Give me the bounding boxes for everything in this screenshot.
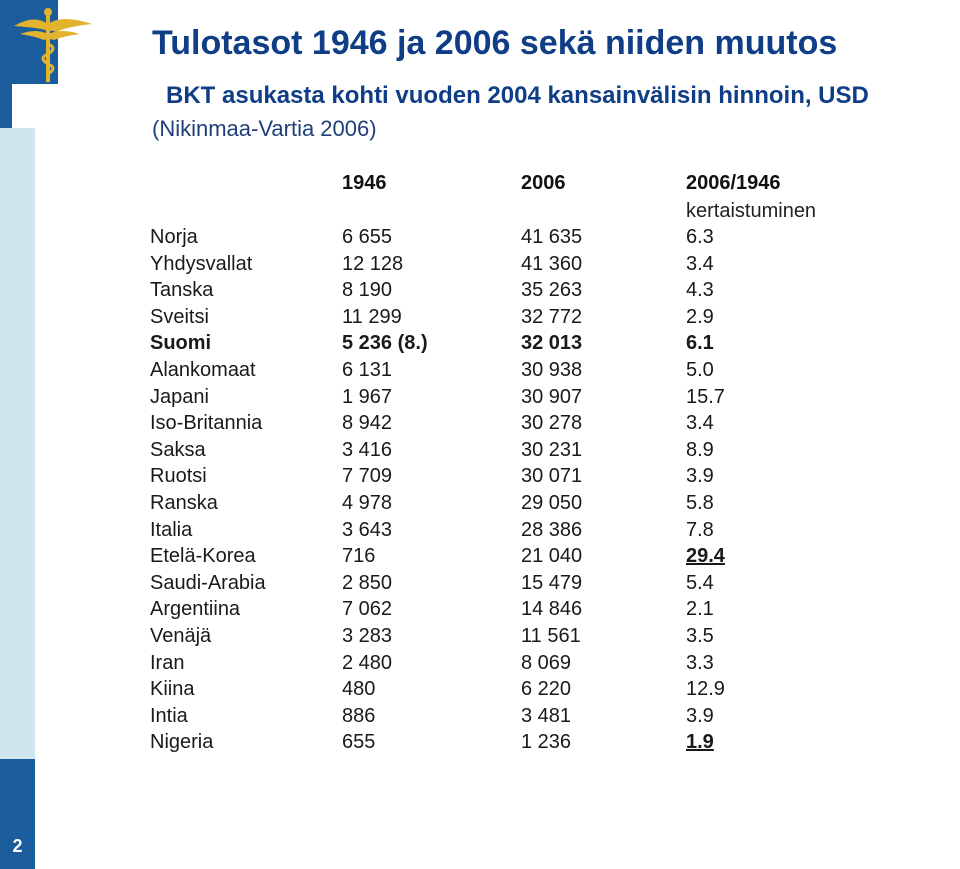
- table-row: [150, 703, 850, 730]
- cell-ratio: 3.9: [686, 704, 714, 727]
- cell-2006: 30 071: [521, 465, 583, 488]
- sidebar-bar: [0, 128, 35, 759]
- slide-subtitle: BKT asukasta kohti vuoden 2004 kansainvälisin hinnoin, USD: [166, 82, 869, 109]
- header-ratio-sub: kertaistuminen: [686, 200, 817, 222]
- cell-country: Italia: [150, 518, 193, 541]
- cell-1946: 12 128: [342, 252, 404, 275]
- cell-1946: 2 850: [342, 571, 393, 594]
- table-row: [150, 357, 850, 384]
- cell-2006: 14 846: [521, 598, 583, 621]
- cell-1946: 6 131: [342, 358, 393, 381]
- table-row-highlight: [150, 330, 850, 357]
- cell-ratio: 7.8: [686, 518, 714, 541]
- table-row: [150, 676, 850, 703]
- cell-2006: 3 481: [521, 704, 572, 727]
- cell-2006: 30 231: [521, 438, 583, 461]
- cell-1946: 886: [342, 704, 376, 727]
- cell-1946: 1 967: [342, 385, 393, 408]
- cell-country: Nigeria: [150, 731, 214, 754]
- cell-ratio: 5.8: [686, 491, 714, 514]
- cell-country: Japani: [150, 385, 209, 408]
- cell-ratio: 2.1: [686, 598, 714, 621]
- cell-ratio: 3.9: [686, 465, 714, 488]
- table-row: [150, 224, 850, 251]
- table-row: [150, 596, 850, 623]
- cell-2006: 1 236: [521, 731, 572, 754]
- cell-ratio: 8.9: [686, 438, 714, 461]
- cell-country: Ruotsi: [150, 465, 207, 488]
- cell-2006: 32 013: [521, 332, 583, 355]
- cell-1946: 4 978: [342, 491, 393, 514]
- cell-ratio: 3.4: [686, 252, 714, 275]
- cell-ratio: 5.4: [686, 571, 714, 594]
- caduceus-logo-icon: [0, 0, 100, 84]
- cell-1946: 6 655: [342, 226, 393, 248]
- table-row: [150, 410, 850, 437]
- cell-1946: 716: [342, 545, 376, 568]
- table-row: [150, 251, 850, 278]
- table-row: [150, 437, 850, 464]
- page-number: 2: [12, 836, 23, 856]
- cell-1946: 480: [342, 678, 376, 701]
- table-row: [150, 384, 850, 411]
- cell-2006: 6 220: [521, 678, 572, 701]
- cell-1946: 8 942: [342, 412, 393, 435]
- cell-country: Alankomaat: [150, 358, 256, 381]
- cell-1946: 7 709: [342, 465, 393, 488]
- cell-2006: 41 360: [521, 252, 583, 275]
- cell-ratio: 3.3: [686, 651, 714, 674]
- header-1946: 1946: [342, 172, 387, 194]
- cell-1946: 7 062: [342, 598, 393, 621]
- table-row: [150, 570, 850, 597]
- cell-ratio: 12.9: [686, 678, 725, 701]
- table-row: [150, 543, 850, 570]
- table-row: [150, 463, 850, 490]
- cell-2006: 30 938: [521, 358, 583, 381]
- cell-country: Yhdysvallat: [150, 252, 253, 275]
- cell-1946: 3 643: [342, 518, 393, 541]
- table-row: [150, 517, 850, 544]
- slide-title: Tulotasot 1946 ja 2006 sekä niiden muutos: [152, 24, 838, 62]
- cell-2006: 30 278: [521, 412, 583, 435]
- cell-ratio: 6.1: [686, 332, 714, 355]
- cell-ratio: 3.4: [686, 412, 714, 435]
- table-row: [150, 490, 850, 517]
- cell-ratio-max: 29.4: [686, 545, 725, 568]
- cell-ratio: 5.0: [686, 358, 714, 381]
- table-row: [150, 623, 850, 650]
- cell-country: Tanska: [150, 279, 214, 302]
- cell-1946: 8 190: [342, 279, 393, 302]
- table-row: [150, 304, 850, 331]
- cell-ratio: 4.3: [686, 279, 714, 302]
- cell-1946: 3 283: [342, 624, 393, 647]
- cell-country: Argentiina: [150, 598, 241, 621]
- cell-country: Iran: [150, 651, 185, 674]
- cell-country: Norja: [150, 226, 198, 248]
- cell-2006: 8 069: [521, 651, 572, 674]
- header-ratio: 2006/1946: [686, 172, 781, 194]
- table-row: [150, 650, 850, 677]
- cell-ratio: 3.5: [686, 624, 714, 647]
- cell-country: Sveitsi: [150, 305, 209, 328]
- cell-1946: 11 299: [342, 305, 402, 328]
- cell-2006: 35 263: [521, 279, 583, 302]
- cell-2006: 30 907: [521, 385, 583, 408]
- cell-1946: 655: [342, 731, 376, 754]
- cell-1946: 5 236 (8.): [342, 332, 428, 355]
- cell-country: Ranska: [150, 491, 218, 514]
- slide-source: (Nikinmaa-Vartia 2006): [152, 116, 377, 141]
- cell-country: Saksa: [150, 438, 206, 461]
- cell-country: Suomi: [150, 332, 212, 355]
- cell-country: Saudi-Arabia: [150, 571, 266, 594]
- income-table: [150, 224, 850, 756]
- cell-ratio: 6.3: [686, 226, 714, 248]
- cell-2006: 11 561: [521, 624, 581, 647]
- cell-country: Venäjä: [150, 624, 212, 647]
- cell-2006: 32 772: [521, 305, 583, 328]
- cell-1946: 3 416: [342, 438, 393, 461]
- cell-1946: 2 480: [342, 651, 393, 674]
- cell-ratio: 2.9: [686, 305, 714, 328]
- cell-ratio-min: 1.9: [686, 731, 714, 754]
- cell-country: Intia: [150, 704, 188, 727]
- table-row: [150, 277, 850, 304]
- table-row: [150, 729, 850, 756]
- cell-2006: 15 479: [521, 571, 583, 594]
- cell-ratio: 15.7: [686, 385, 725, 408]
- cell-country: Etelä-Korea: [150, 545, 256, 568]
- cell-2006: 28 386: [521, 518, 583, 541]
- header-2006: 2006: [521, 172, 566, 194]
- cell-2006: 41 635: [521, 226, 583, 248]
- cell-country: Kiina: [150, 678, 195, 701]
- cell-2006: 29 050: [521, 491, 583, 514]
- cell-2006: 21 040: [521, 545, 583, 568]
- cell-country: Iso-Britannia: [150, 412, 263, 435]
